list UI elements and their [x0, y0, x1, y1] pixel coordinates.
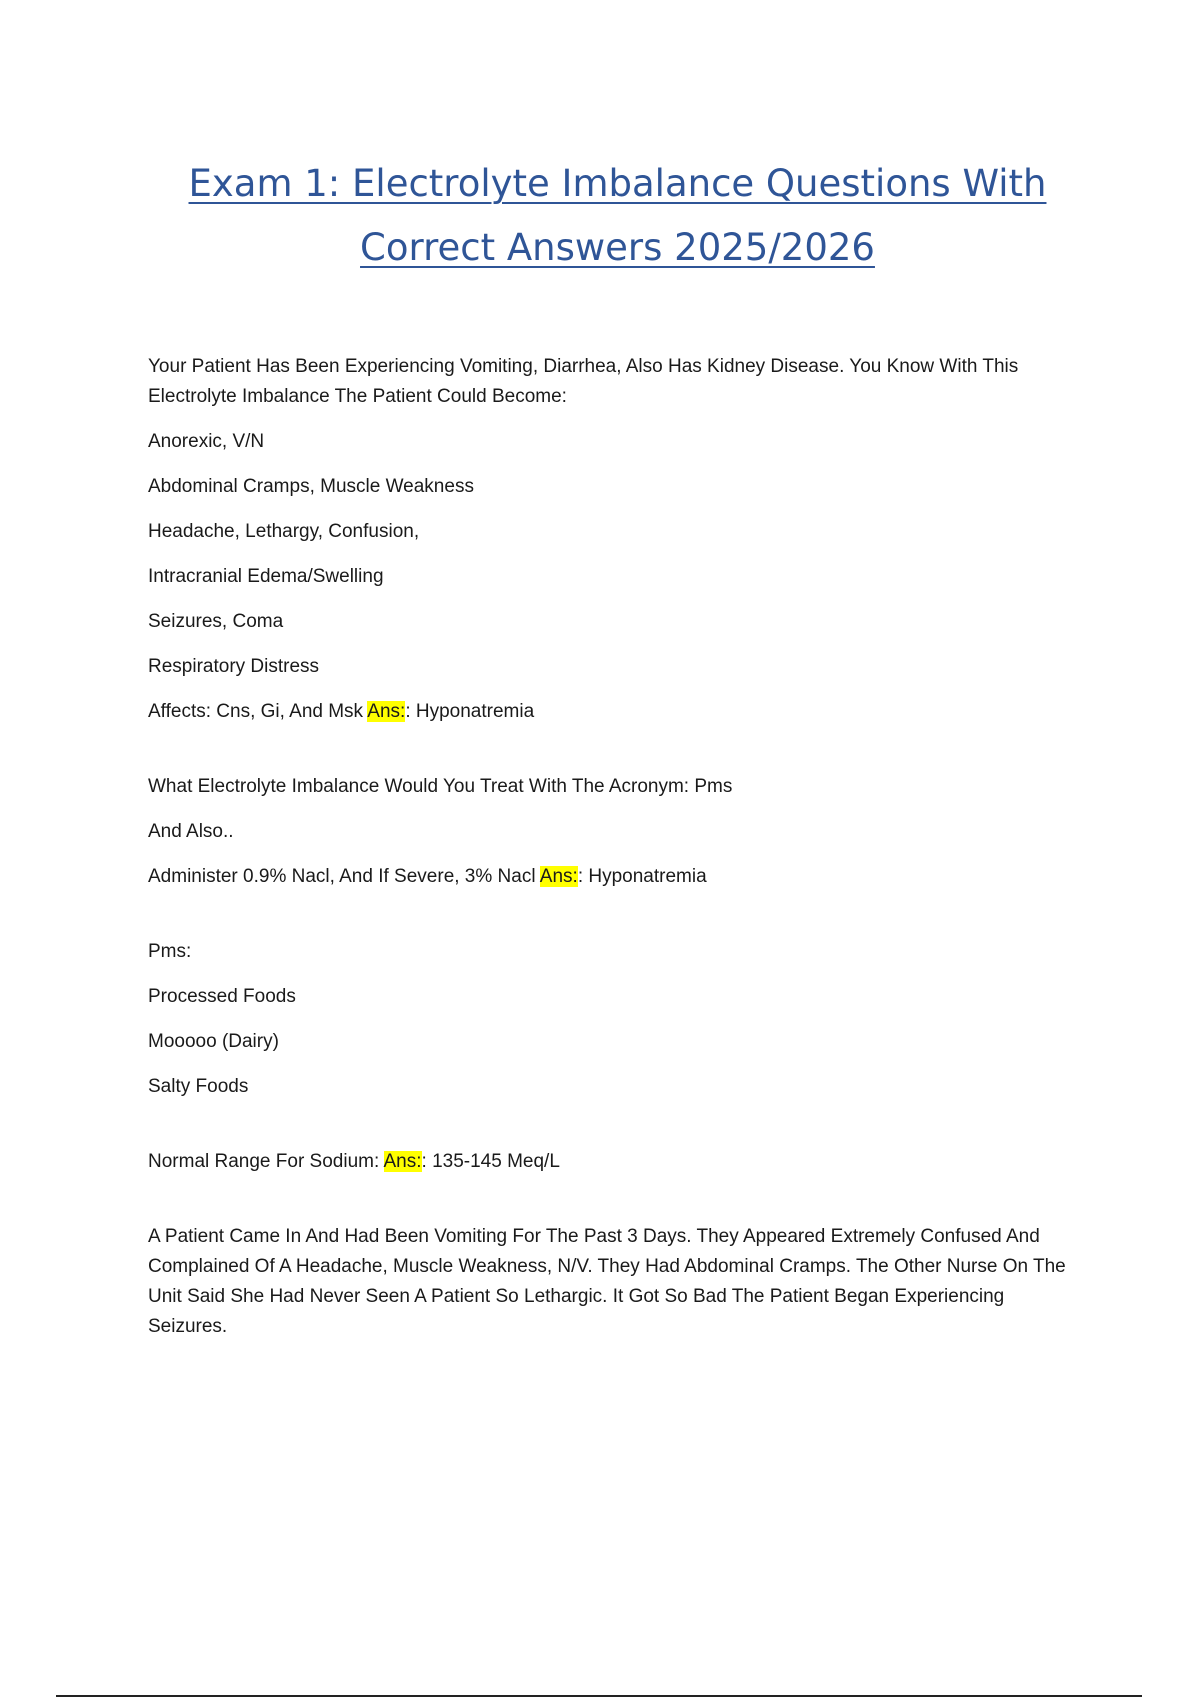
- q1-line-5: Seizures, Coma: [148, 611, 284, 632]
- q3-line: [148, 1147, 1088, 1177]
- q2-line-2: And Also..: [148, 821, 234, 842]
- q1-answer-text: : Hyponatremia: [405, 701, 535, 722]
- title-line-1: Exam 1: Electrolyte Imbalance Questions With: [188, 162, 1047, 205]
- pms-heading: Pms:: [148, 941, 192, 962]
- q3-answer-label: Ans:: [383, 1151, 422, 1172]
- document-title: [150, 152, 1085, 280]
- q1-answer-label: Ans:: [367, 701, 406, 722]
- q1-line-1: Anorexic, V/N: [148, 431, 265, 452]
- q1-stem: Your Patient Has Been Experiencing Vomiting, Diarrhea, Also Has Kidney Disease. You Know With This Electrolyte Imbalance The Patient Could Become:: [148, 356, 1019, 407]
- q1-answer-prefix: Affects: Cns, Gi, And Msk: [148, 701, 368, 722]
- q2-answer-prefix: Administer 0.9% Nacl, And If Severe, 3% Nacl: [148, 866, 540, 887]
- q2-answer-line: [148, 862, 1088, 892]
- q2-line-1: What Electrolyte Imbalance Would You Treat With The Acronym: Pms: [148, 776, 733, 797]
- q3-prefix: Normal Range For Sodium:: [148, 1151, 384, 1172]
- q1-line-3: Headache, Lethargy, Confusion,: [148, 521, 420, 542]
- q2-answer-label: Ans:: [539, 866, 578, 887]
- pms-item-2: Mooooo (Dairy): [148, 1031, 279, 1052]
- q1-line-6: Respiratory Distress: [148, 656, 320, 677]
- pms-item-3: Salty Foods: [148, 1076, 249, 1097]
- q1-answer-line: [148, 697, 1088, 727]
- q2-answer-text: : Hyponatremia: [577, 866, 707, 887]
- title-line-2: Correct Answers 2025/2026: [360, 226, 875, 269]
- q3-answer-text: : 135-145 Meq/L: [421, 1151, 560, 1172]
- q1-line-4: Intracranial Edema/Swelling: [148, 566, 384, 587]
- document-body: [148, 352, 1088, 1342]
- pms-item-1: Processed Foods: [148, 986, 296, 1007]
- q4-stem: A Patient Came In And Had Been Vomiting For The Past 3 Days. They Appeared Extremely Confused And Complained Of A Headache, Muscle Weakness, N/V. They Had Abdominal Cramps. The Other Nurse On The Unit Said She Had Never Seen A Patient So Lethargic. It Got So Bad The Patient Began Experiencing Seizures.: [148, 1226, 1066, 1337]
- q1-line-2: Abdominal Cramps, Muscle Weakness: [148, 476, 474, 497]
- footer-divider: [56, 1695, 1142, 1697]
